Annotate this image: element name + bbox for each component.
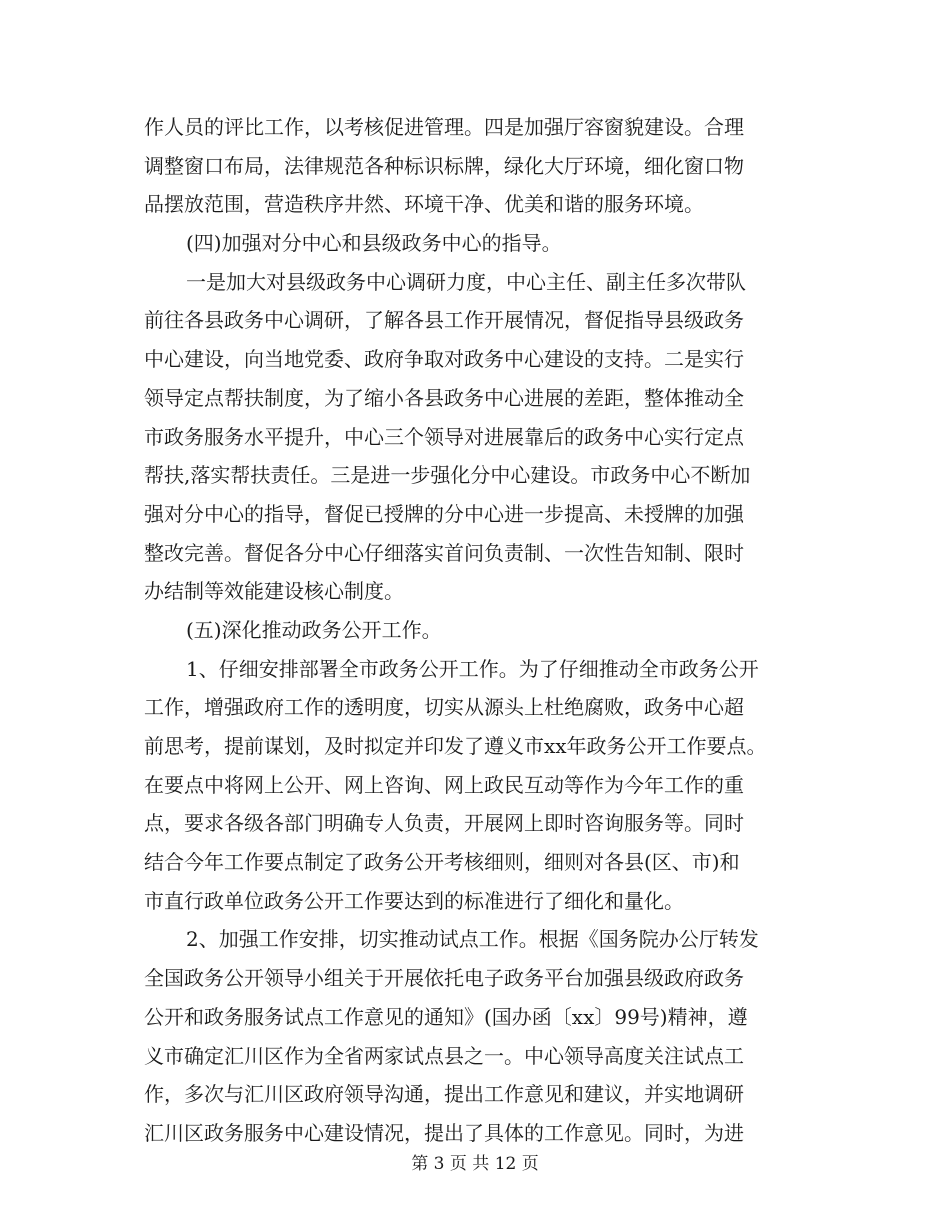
text-line: 在要点中将网上公开、网上咨询、网上政民互动等作为今年工作的重 — [144, 772, 744, 797]
text-line: 作人员的评比工作，以考核促进管理。四是加强厅容窗貌建设。合理 — [144, 115, 744, 139]
text-line: 点，要求各级各部门明确专人负责，开展网上即时咨询服务等。同时 — [144, 811, 744, 836]
text-line: 工作，增强政府工作的透明度，切实从源头上杜绝腐败，政务中心超 — [144, 695, 744, 720]
text-line: 结合今年工作要点制定了政务公开考核细则，细则对各县(区、市)和 — [144, 850, 740, 875]
text-line: 全国政务公开领导小组关于开展依托电子政务平台加强县级政府政务 — [144, 966, 744, 991]
section-heading: (四)加强对分中心和县级政务中心的指导。 — [186, 231, 562, 256]
text-line: 汇川区政务服务中心建设情况，提出了具体的工作意见。同时，为进 — [144, 1120, 744, 1145]
text-line: 整改完善。督促各分中心仔细落实首问负责制、一次性告知制、限时 — [144, 540, 744, 565]
text-line: 办结制等效能建设核心制度。 — [144, 579, 404, 604]
text-line: 品摆放范围，营造秩序井然、环境干净、优美和谐的服务环境。 — [144, 192, 704, 217]
text-line: 一是加大对县级政务中心调研力度，中心主任、副主任多次带队 — [186, 269, 746, 294]
text-line: 前往各县政务中心调研，了解各县工作开展情况，督促指导县级政务 — [144, 308, 744, 333]
text-line: 市政务服务水平提升，中心三个领导对进展靠后的政务中心实行定点 — [144, 424, 744, 449]
text-line: 公开和政务服务试点工作意见的通知》(国办函〔xx〕99号)精神，遵 — [144, 1004, 748, 1029]
text-line: 中心建设，向当地党委、政府争取对政务中心建设的支持。二是实行 — [144, 347, 744, 372]
page-number-footer: 第 3 页 共 12 页 — [411, 1154, 539, 1174]
text-line: 调整窗口布局，法律规范各种标识标牌，绿化大厅环境，细化窗口物 — [144, 153, 744, 178]
text-line: 作，多次与汇川区政府领导沟通，提出工作意见和建议，并实地调研 — [144, 1082, 744, 1107]
text-line: 2、加强工作安排，切实推动试点工作。根据《国务院办公厅转发 — [186, 927, 759, 952]
text-line: 1、仔细安排部署全市政务公开工作。为了仔细推动全市政务公开 — [186, 656, 759, 681]
text-line: 前思考，提前谋划，及时拟定并印发了遵义市xx年政务公开工作要点。 — [144, 734, 767, 758]
text-line: 义市确定汇川区作为全省两家试点县之一。中心领导高度关注试点工 — [144, 1043, 744, 1068]
text-line: 强对分中心的指导，督促已授牌的分中心进一步提高、未授牌的加强 — [144, 501, 744, 526]
text-line: 帮扶,落实帮扶责任。三是进一步强化分中心建设。市政务中心不断加 — [144, 463, 751, 488]
text-line: 领导定点帮扶制度，为了缩小各县政务中心进展的差距，整体推动全 — [144, 385, 744, 410]
text-line: 市直行政单位政务公开工作要达到的标准进行了细化和量化。 — [144, 888, 684, 913]
document-body — [144, 108, 804, 1153]
section-heading: (五)深化推动政务公开工作。 — [186, 617, 442, 642]
